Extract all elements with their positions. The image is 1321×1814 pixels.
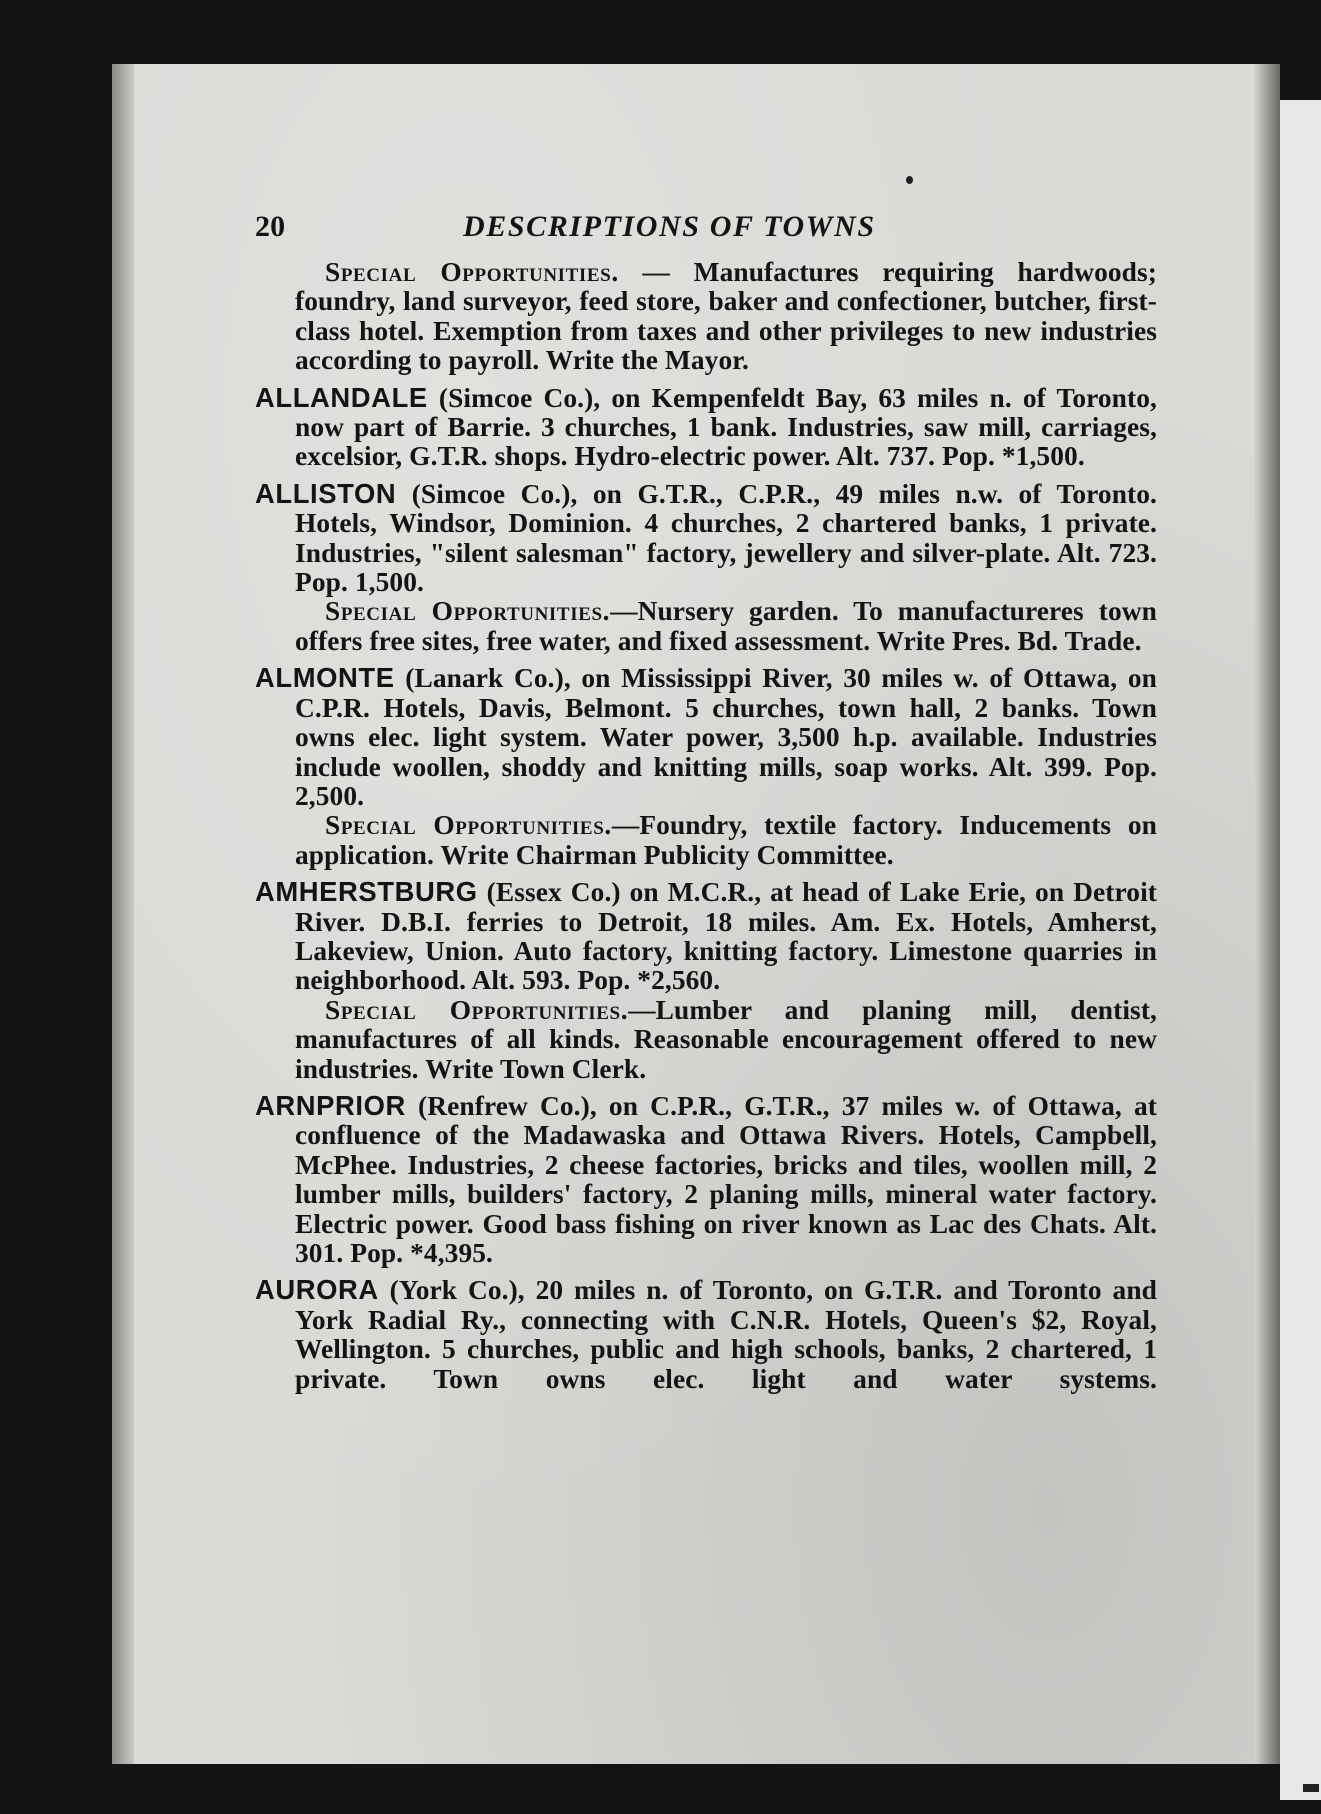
special-label: Special Opportunities.: [325, 994, 629, 1025]
special-text: — Manufactures requiring hardwoods; foundry, land surveyor, feed store, baker and confectioner, butcher, first-class hotel. Exemption from taxes and other privileges to new industries according to payroll. Write the Mayor.: [295, 257, 1157, 376]
page-number: 20: [255, 210, 286, 243]
page-text-block: [255, 212, 1157, 1394]
town-entry-alliston: [255, 479, 1157, 598]
town-description: (Simcoe Co.), on Kempenfeldt Bay, 63 miles n. of Toronto, now part of Barrie. 3 churches, 1 bank. Industries, saw mill, carriages, excelsior, G.T.R. shops. Hydro-electric power. Alt. 737. Pop. *1,500.: [295, 382, 1157, 472]
town-description: (Lanark Co.), on Mississippi River, 30 miles w. of Ottawa, on C.P.R. Hotels, Davis, Belmont. 5 churches, town hall, 2 banks. Town owns elec. light system. Water power, 3,500 h.p. available. Industries include woollen, shoddy and knitting mills, soap works. Alt. 399. Pop. 2,500.: [295, 663, 1157, 811]
special-opportunities-alliston: [255, 597, 1157, 656]
town-entry-amherstburg: [255, 877, 1157, 996]
town-name: ALMONTE: [255, 662, 395, 694]
town-name: ARNPRIOR: [255, 1089, 406, 1121]
town-entry-arnprior: [255, 1091, 1157, 1268]
town-name: ALLISTON: [255, 477, 397, 509]
ink-speck: [906, 176, 913, 184]
town-description: (York Co.), 20 miles n. of Toronto, on G.T.R. and Toronto and York Radial Ry., connecting with C.N.R. Hotels, Queen's $2, Royal, Wellington. 5 churches, public and high schools, banks, 2 chartered, 1 private. Town owns elec. light and water systems.: [295, 1275, 1157, 1394]
special-text: —Nursery garden. To manufactureres town offers free sites, free water, and fixed assessment. Write Pres. Bd. Trade.: [295, 596, 1157, 656]
town-description: (Renfrew Co.), on C.P.R., G.T.R., 37 miles w. of Ottawa, at confluence of the Madawaska and Ottawa Rivers. Hotels, Campbell, McPhee. Industries, 2 cheese factories, bricks and tiles, woollen mill, 2 lumber mills, builders' factory, 2 planing mills, mineral water factory. Electric power. Good bass fishing on river known as Lac des Chats. Alt. 301. Pop. *4,395.: [295, 1090, 1157, 1268]
town-name: AMHERSTBURG: [255, 876, 478, 908]
town-entry-aurora: [255, 1275, 1157, 1394]
special-opportunities-almonte: [255, 811, 1157, 870]
special-opportunities-amherstburg: [255, 996, 1157, 1084]
page-header: [255, 212, 1157, 258]
town-description: (Essex Co.) on M.C.R., at head of Lake Erie, on Detroit River. D.B.I. ferries to Detroit, 18 miles. Am. Ex. Hotels, Amherst, Lakeview, Union. Auto factory, knitting factory. Limestone quarries in neighborhood. Alt. 593. Pop. *2,560.: [295, 877, 1157, 996]
town-name: ALLANDALE: [255, 381, 428, 413]
facing-page-edge: [1280, 100, 1321, 1800]
town-entry-allandale: [255, 383, 1157, 472]
town-name: AURORA: [255, 1274, 379, 1306]
opening-special-opportunities: [255, 258, 1157, 376]
town-entry-almonte: [255, 663, 1157, 811]
town-description: (Simcoe Co.), on G.T.R., C.P.R., 49 miles n.w. of Toronto. Hotels, Windsor, Dominion. 4 churches, 2 chartered banks, 1 private. Industries, "silent salesman" factory, jewellery and silver-plate. Alt. 723. Pop. 1,500.: [295, 478, 1157, 598]
special-label: Special Opportunities.: [325, 257, 619, 287]
page-right-shadow: [1254, 64, 1280, 1764]
special-text: —Lumber and planing mill, dentist, manufactures of all kinds. Reasonable encouragement offered to new industries. Write Town Clerk.: [295, 994, 1157, 1084]
facing-page-mark: [1303, 1784, 1319, 1792]
running-title: DESCRIPTIONS OF TOWNS: [463, 210, 876, 243]
special-label: Special Opportunities.: [325, 810, 612, 841]
special-label: Special Opportunities.: [325, 596, 611, 627]
page-gutter-shadow: [112, 64, 134, 1764]
special-text: —Foundry, textile factory. Inducements on application. Write Chairman Publicity Committee.: [295, 810, 1157, 870]
